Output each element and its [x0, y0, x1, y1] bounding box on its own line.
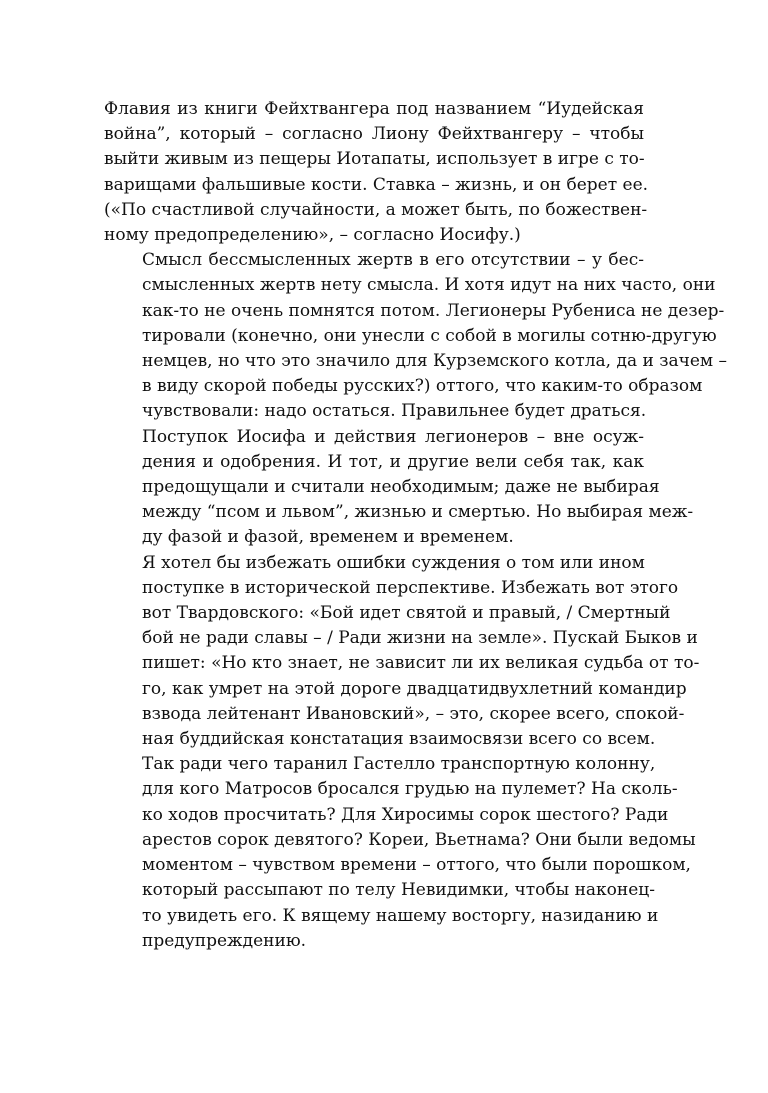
- text-line: ко ходов просчитать? Для Хиросимы сорок шестого? Ради: [142, 804, 669, 825]
- text-line: между “псом и львом”, жизнью и смертью. Но выбирая меж-: [142, 502, 694, 523]
- paragraph: [104, 248, 728, 424]
- text-line: поступке в исторической перспективе. Избежать вот этого: [142, 577, 679, 598]
- paragraph: [104, 97, 649, 248]
- text-line: вот Твардовского: «Бой идет святой и правый, / Смертный: [142, 603, 671, 624]
- text-line: Поступок Иосифа и действия легионеров – вне осуж-: [142, 426, 644, 447]
- text-line: арестов сорок девятого? Кореи, Вьетнама? Они были ведомы: [142, 829, 696, 850]
- text-line: тировали (конечно, они унесли с собой в могилы сотню-другую: [142, 325, 717, 346]
- text-line: чувствовали: надо остаться. Правильнее будет драться.: [142, 401, 647, 422]
- text-line: предупреждению.: [142, 930, 307, 951]
- text-line: который рассыпают по телу Невидимки, чтобы наконец-: [142, 880, 655, 901]
- paragraph: [104, 425, 694, 551]
- paragraph: [104, 551, 700, 753]
- text-line: дения и одобрения. И тот, и другие вели себя так, как: [142, 451, 644, 472]
- text-line: пишет: «Но кто знает, не зависит ли их великая судьба от то-: [142, 653, 700, 674]
- text-line: Смысл бессмысленных жертв в его отсутствии – у бес-: [142, 250, 644, 271]
- text-line: Я хотел бы избежать ошибки суждения о том или ином: [142, 552, 645, 573]
- book-page-text: [104, 97, 728, 954]
- text-line: как-то не очень помнятся потом. Легионеры Рубениса не дезер-: [142, 300, 725, 321]
- text-line: война”, который – согласно Лиону Фейхтвангеру – чтобы: [104, 124, 644, 145]
- text-line: ду фазой и фазой, временем и временем.: [142, 527, 514, 548]
- text-line: Так ради чего таранил Гастелло транспортную колонну,: [142, 754, 656, 775]
- text-line: в виду скорой победы русских?) оттого, что каким-то образом: [142, 376, 703, 397]
- text-line: смысленных жертв нету смысла. И хотя идут на них часто, они: [142, 275, 716, 296]
- text-line: ная буддийская констатация взаимосвязи всего со всем.: [142, 729, 656, 750]
- text-line: взвода лейтенант Ивановский», – это, скорее всего, спокой-: [142, 703, 685, 724]
- text-line: ному предопределению», – согласно Иосифу.): [104, 225, 521, 246]
- text-line: для кого Матросов бросался грудью на пулемет? На сколь-: [142, 779, 678, 800]
- text-line: предощущали и считали необходимым; даже не выбирая: [142, 477, 660, 498]
- text-line: варищами фальшивые кости. Ставка – жизнь, и он берет ее.: [104, 174, 649, 195]
- text-line: бой не ради славы – / Ради жизни на земле». Пускай Быков и: [142, 628, 698, 649]
- text-line: то увидеть его. К вящему нашему восторгу, назиданию и: [142, 905, 659, 926]
- text-line: («По счастливой случайности, а может быть, по божествен-: [104, 199, 648, 220]
- text-line: моментом – чувством времени – оттого, что были порошком,: [142, 855, 691, 876]
- paragraph: [104, 752, 696, 954]
- text-line: Флавия из книги Фейхтвангера под названием “Иудейская: [104, 99, 644, 119]
- text-line: го, как умрет на этой дороге двадцатидвухлетний командир: [142, 678, 687, 699]
- text-line: выйти живым из пещеры Иотапаты, использует в игре с то-: [104, 149, 645, 170]
- text-line: немцев, но что это значило для Курземского котла, да и зачем –: [142, 351, 728, 372]
